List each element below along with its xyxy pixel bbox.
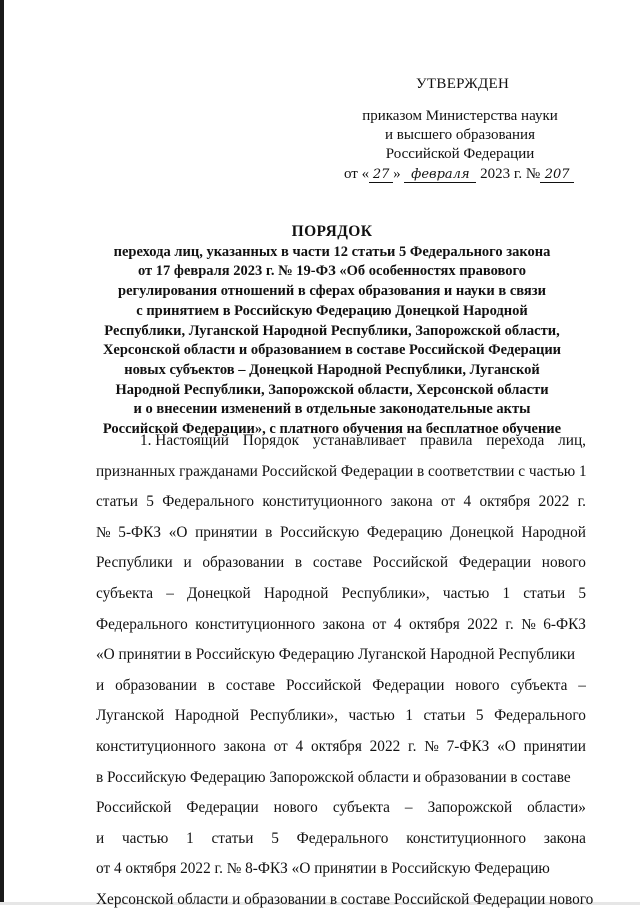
body-word: Народной: [174, 707, 240, 725]
body-word: 2022: [467, 615, 498, 633]
body-word: 2022: [369, 737, 401, 755]
body-word: конституционного: [96, 737, 216, 755]
body-word: от: [441, 493, 456, 511]
body-word: 2022: [538, 493, 570, 511]
body-word: статьи: [96, 493, 138, 511]
body-word: нового: [455, 676, 500, 694]
date-prefix: от «: [344, 166, 370, 182]
document-title: [82, 222, 582, 440]
body-line: [96, 640, 586, 671]
body-word: Республики: [96, 554, 173, 572]
title-line: Херсонской области и образованием в составе Российской Федерации: [102, 342, 562, 359]
handwritten-order-number: 207: [540, 167, 574, 183]
body-word: частью: [442, 584, 490, 602]
body-word: частью: [121, 829, 169, 847]
body-word: конституционного: [262, 493, 383, 511]
body-word: Народной: [263, 584, 329, 602]
body-line: [96, 763, 586, 794]
body-word: в: [294, 554, 303, 572]
body-word: октября: [310, 737, 362, 755]
body-word: Российской: [96, 799, 172, 817]
body-word: статьи: [211, 829, 254, 847]
body-word: составе: [312, 554, 363, 572]
body-word: Федерацию: [366, 523, 443, 541]
body-word: Республики»,: [341, 584, 430, 602]
body-word: закона: [543, 829, 586, 847]
body-word: –: [404, 799, 413, 817]
body-word: Донецкой: [187, 584, 251, 602]
body-word: «О: [168, 523, 188, 541]
body-word: 5: [146, 493, 154, 511]
body-word: нового: [541, 554, 586, 572]
body-word: №: [424, 737, 439, 755]
body-word: от: [273, 737, 288, 755]
body-word: лиц,: [558, 432, 586, 449]
body-word: субъекта: [510, 676, 568, 694]
body-word: –: [578, 676, 586, 694]
title-line: и о внесении изменений в отдельные законодательные акты: [133, 401, 531, 418]
body-word: Херсонской области и образовании в составе Российской Федерации нового: [96, 890, 594, 908]
body-word: Народной: [521, 523, 586, 541]
body-word: составе: [225, 676, 276, 694]
title-word: ПОРЯДОК: [291, 223, 373, 240]
body-word: 1. Настоящий: [140, 432, 229, 449]
body-word: 5: [271, 829, 279, 847]
body-word: Федерального: [494, 707, 586, 725]
body-word: конституционного: [195, 615, 316, 633]
approval-line: и высшего образования: [385, 127, 535, 143]
body-word: принятии: [523, 737, 586, 755]
body-line: [96, 885, 594, 916]
body-word: образовании: [115, 676, 197, 694]
body-word: субъекта: [96, 584, 154, 602]
body-word: 4: [295, 737, 304, 755]
body-word: Запорожской: [427, 799, 513, 817]
body-word: частью: [348, 707, 395, 725]
body-word: области»: [527, 799, 586, 817]
body-word: конституционного: [406, 829, 527, 847]
body-word: Российской: [285, 676, 362, 694]
body-line: [96, 426, 586, 457]
body-word: Донецкой: [450, 523, 514, 541]
approval-line: приказом Министерства науки: [362, 108, 558, 124]
title-line: новых субъектов – Донецкой Народной Республики, Луганской: [124, 361, 540, 378]
body-word: Республики»,: [249, 707, 338, 725]
approval-stamp: [330, 75, 590, 184]
body-word: и: [96, 829, 105, 847]
body-line: [96, 487, 586, 518]
body-line: [96, 457, 586, 488]
body-word: признанных гражданами Российской Федерации в соответствии с частью 1: [96, 462, 587, 480]
body-text: [96, 426, 594, 916]
body-word: в: [265, 523, 273, 541]
body-word: Федерации: [372, 676, 445, 694]
body-word: 4: [463, 493, 472, 511]
title-line: от 17 февраля 2023 г. № 19-ФЗ «Об особенностях правового: [138, 263, 526, 280]
body-word: Федерального: [296, 829, 389, 847]
body-word: октября: [408, 615, 460, 633]
body-word: Федерации: [186, 799, 259, 817]
body-word: принятии: [195, 523, 258, 541]
body-word: в: [207, 676, 216, 694]
body-word: образовании: [202, 554, 285, 572]
title-lines: [82, 243, 582, 440]
approval-heading: УТВЕРЖДЕН: [416, 76, 510, 92]
body-word: субъекта: [332, 799, 390, 817]
body-word: «О: [497, 737, 516, 755]
body-word: г.: [408, 737, 417, 755]
body-line: [96, 579, 586, 610]
body-word: правила: [419, 432, 473, 449]
body-word: №: [96, 523, 111, 541]
body-word: Российской: [372, 554, 449, 572]
body-word: от 4 октября 2022 г. № 8-ФКЗ «О принятии в Российскую Федерацию: [96, 860, 550, 878]
body-word: №: [521, 615, 536, 633]
title-line: перехода лиц, указанных в части 12 статьи 5 Федерального закона: [113, 243, 551, 260]
title-line: Народной Республики, Запорожской области, Херсонской области: [115, 381, 549, 398]
body-line: [96, 518, 586, 549]
body-word: Федерации: [458, 554, 532, 572]
body-word: –: [166, 584, 174, 602]
body-word: 1: [405, 707, 413, 725]
date-quote: »: [393, 166, 401, 182]
body-word: 1: [186, 829, 194, 847]
body-word: статьи: [523, 584, 566, 602]
body-word: устанавливает: [312, 432, 407, 449]
body-line: [96, 793, 586, 824]
body-word: октября: [479, 493, 531, 511]
approval-date: [330, 165, 590, 184]
body-word: Луганской: [96, 707, 165, 725]
body-word: в Российскую Федерацию Запорожской области и образовании в составе: [96, 768, 571, 786]
body-line: [96, 610, 586, 641]
scan-left-edge: [0, 0, 4, 905]
approval-line: Российской Федерации: [385, 146, 535, 162]
body-word: статьи: [423, 707, 466, 725]
body-word: и: [96, 676, 105, 694]
body-word: 1: [502, 584, 511, 602]
body-line: [96, 701, 586, 732]
body-word: Порядок: [242, 432, 300, 449]
body-word: от: [372, 615, 387, 633]
title-line: Республики, Луганской Народной Республики, Запорожской области,: [104, 322, 560, 339]
body-word: закона: [223, 737, 266, 755]
body-word: 6-ФКЗ: [543, 615, 586, 633]
title-line: с принятием в Российскую Федерацию Донецкой Народной: [136, 302, 528, 319]
body-line: [96, 732, 586, 763]
body-word: г.: [577, 493, 586, 511]
date-year: 2023 г. №: [480, 166, 541, 182]
body-word: г.: [505, 615, 514, 633]
body-word: Федерального: [162, 493, 255, 511]
body-word: закона: [390, 493, 433, 511]
body-word: Российскую: [280, 523, 360, 541]
body-word: «О принятии в Российскую Федерацию Луганской Народной Республики: [96, 646, 576, 664]
body-word: 5-ФКЗ: [118, 523, 161, 541]
title-line: регулирования отношений в сферах образования и науки в связи: [118, 283, 546, 300]
body-word: 4: [393, 615, 402, 633]
handwritten-month: февраля: [404, 167, 476, 183]
body-word: Федерального: [96, 615, 188, 633]
body-word: и: [183, 554, 192, 572]
body-word: перехода: [486, 432, 545, 449]
body-word: 5: [475, 707, 484, 725]
body-word: 5: [578, 584, 586, 602]
body-line: [96, 824, 586, 855]
body-line: [96, 854, 586, 885]
handwritten-day: 27: [369, 167, 393, 183]
body-word: 7-ФКЗ: [446, 737, 490, 755]
body-word: нового: [273, 799, 318, 817]
body-word: закона: [322, 615, 365, 633]
body-line: [96, 671, 586, 702]
body-line: [96, 548, 586, 579]
title-line: Российской Федерации», с платного обучения на бесплатное обучение: [102, 421, 562, 438]
